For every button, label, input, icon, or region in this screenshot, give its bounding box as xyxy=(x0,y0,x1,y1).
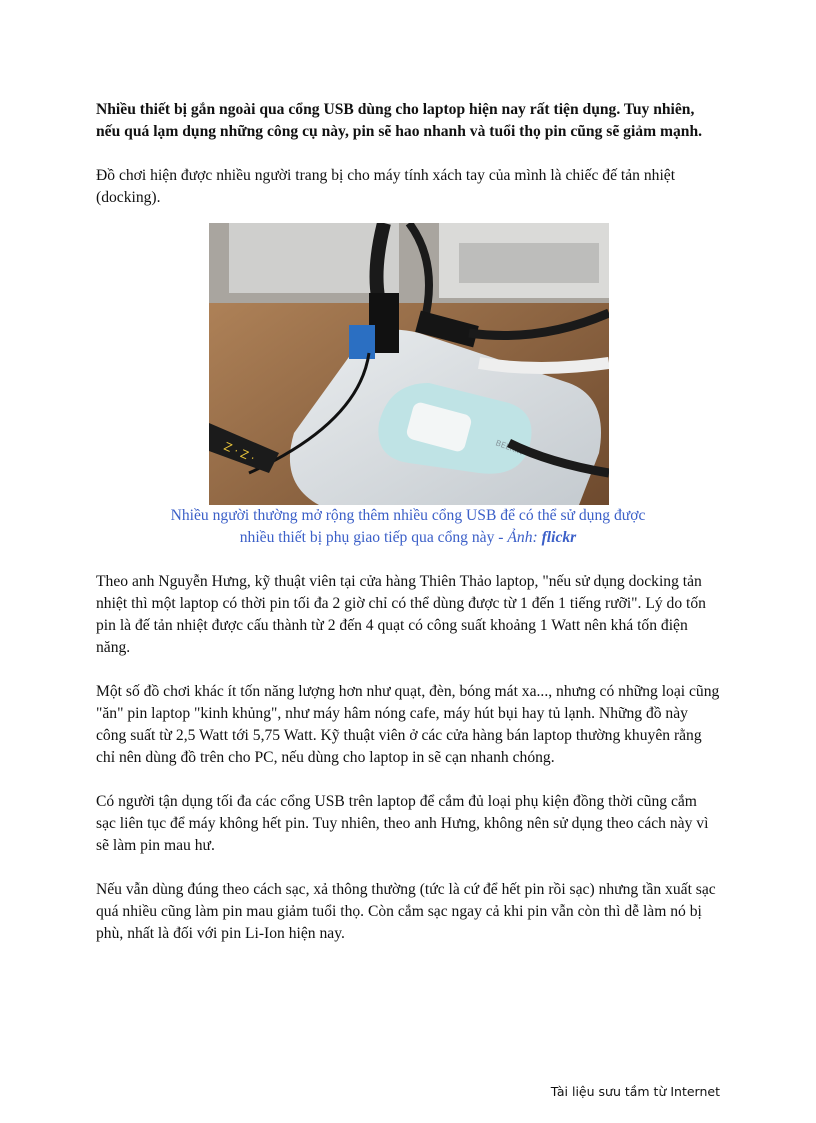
page-footer: Tài liệu sưu tầm từ Internet xyxy=(550,1084,720,1099)
article-paragraph-2: Theo anh Nguyễn Hưng, kỹ thuật viên tại cửa hàng Thiên Thảo laptop, "nếu sử dụng docking tản nhiệt thì một laptop có thời pin tối đa 2 giờ chỉ có thể dùng được từ 1 đến 1 tiếng rưỡi". Lý do tốn pin là đế tản nhiệt được cấu thành từ 2 đến 4 quạt có công suất khoảng 1 Watt nên khá tốn điện năng. xyxy=(96,573,706,656)
article-paragraph-5: Nếu vẫn dùng đúng theo cách sạc, xả thông thường (tức là cứ để hết pin rồi sạc) nhưng tần xuất sạc quá nhiều cũng làm pin mau giảm tuổi thọ. Còn cắm sạc ngay cả khi pin vẫn còn thì dễ làm nó bị phù, nhất là đối với pin Li-Ion hiện nay. xyxy=(96,881,716,942)
svg-text:Z · Z ·: Z · Z · xyxy=(221,439,257,465)
article-lead: Nhiều thiết bị gắn ngoài qua cổng USB dùng cho laptop hiện nay rất tiện dụng. Tuy nhiên, nếu quá lạm dụng những công cụ này, pin sẽ hao nhanh và tuổi thọ pin cũng sẽ giảm mạnh. xyxy=(96,101,703,140)
article-paragraph-1: Đồ chơi hiện được nhiều người trang bị cho máy tính xách tay của mình là chiếc đế tản nhiệt (docking). xyxy=(96,167,676,206)
document-page xyxy=(96,99,720,945)
figure-caption xyxy=(96,505,720,549)
article-figure xyxy=(96,223,720,505)
caption-line-1: Nhiều người thường mở rộng thêm nhiều cổng USB để có thể sử dụng được xyxy=(170,507,646,524)
photo-credit-link[interactable]: flickr xyxy=(541,529,577,546)
article-paragraph-4: Có người tận dụng tối đa các cổng USB trên laptop để cắm đủ loại phụ kiện đồng thời cũng cắm sạc liên tục để máy không hết pin. Tuy nhiên, theo anh Hưng, không nên sử dụng theo cách này vì sẽ làm pin mau hư. xyxy=(96,793,709,854)
article-paragraph-3: Một số đồ chơi khác ít tốn năng lượng hơn như quạt, đèn, bóng mát xa..., nhưng có những loại cũng "ăn" pin laptop "kinh khủng", như máy hâm nóng cafe, máy hút bụi hay tủ lạnh. Những đồ này công suất từ 2,5 Watt tới 5,75 Watt. Kỹ thuật viên ở các cửa hàng bán laptop thường khuyên rằng chỉ nên dùng đồ trên cho PC, nếu dùng cho laptop in sẽ cạn nhanh chóng. xyxy=(96,683,720,766)
hub-brand-label: BELKIN xyxy=(494,438,525,457)
caption-line-2-text: nhiều thiết bị phụ giao tiếp qua cổng này - xyxy=(239,529,508,546)
caption-line-2 xyxy=(96,527,720,549)
photo-credit-label: Ảnh: xyxy=(507,529,542,546)
usb-hub-photo xyxy=(209,223,609,505)
